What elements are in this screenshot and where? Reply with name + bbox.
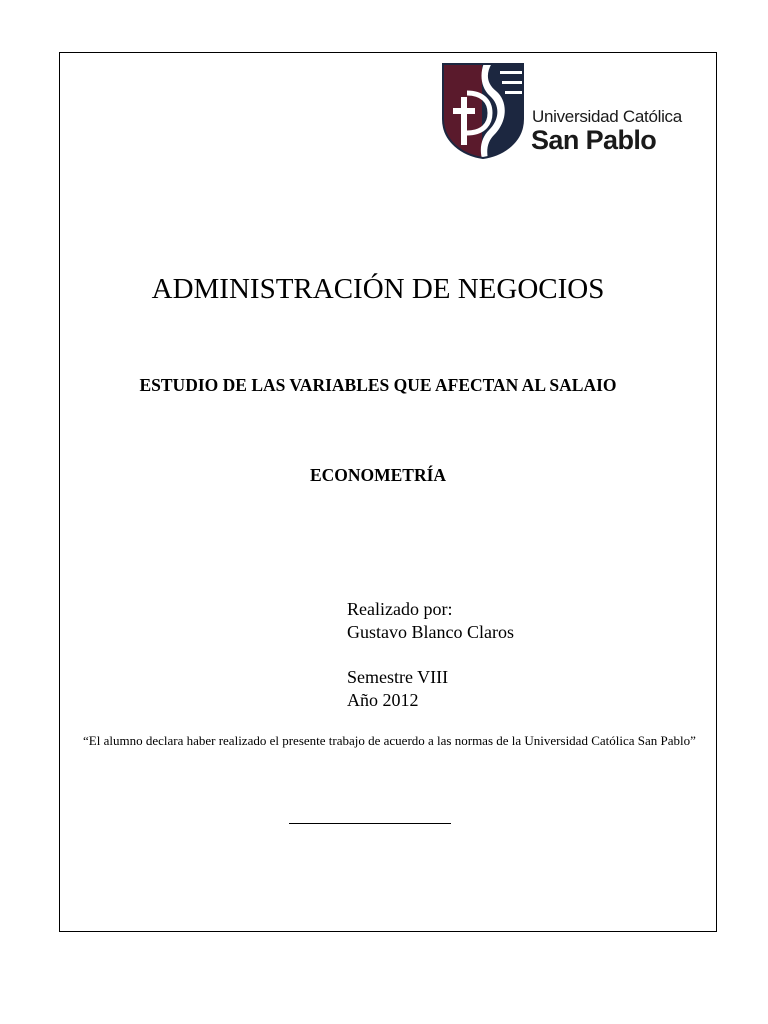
document-title: ADMINISTRACIÓN DE NEGOCIOS (151, 273, 605, 305)
document-subtitle: ESTUDIO DE LAS VARIABLES QUE AFECTAN AL SALAIO (139, 375, 617, 395)
signature-line (289, 823, 451, 824)
logo-campus-name: San Pablo (531, 125, 657, 155)
declaration-text: “El alumno declara haber realizado el presente trabajo de acuerdo a las normas de la Universidad Católica San Pablo” (83, 733, 696, 748)
semester: Semestre VIII (347, 667, 449, 687)
shield-emblem-icon (442, 63, 524, 159)
course-name: ECONOMETRÍA (309, 465, 447, 485)
year: Año 2012 (347, 690, 419, 710)
author-name: Gustavo Blanco Claros (347, 622, 514, 642)
page-border (59, 52, 717, 932)
author-info (347, 598, 514, 712)
author-label: Realizado por: (347, 599, 453, 619)
university-logo (442, 63, 682, 159)
logo-university-name: Universidad Católica (532, 107, 682, 126)
